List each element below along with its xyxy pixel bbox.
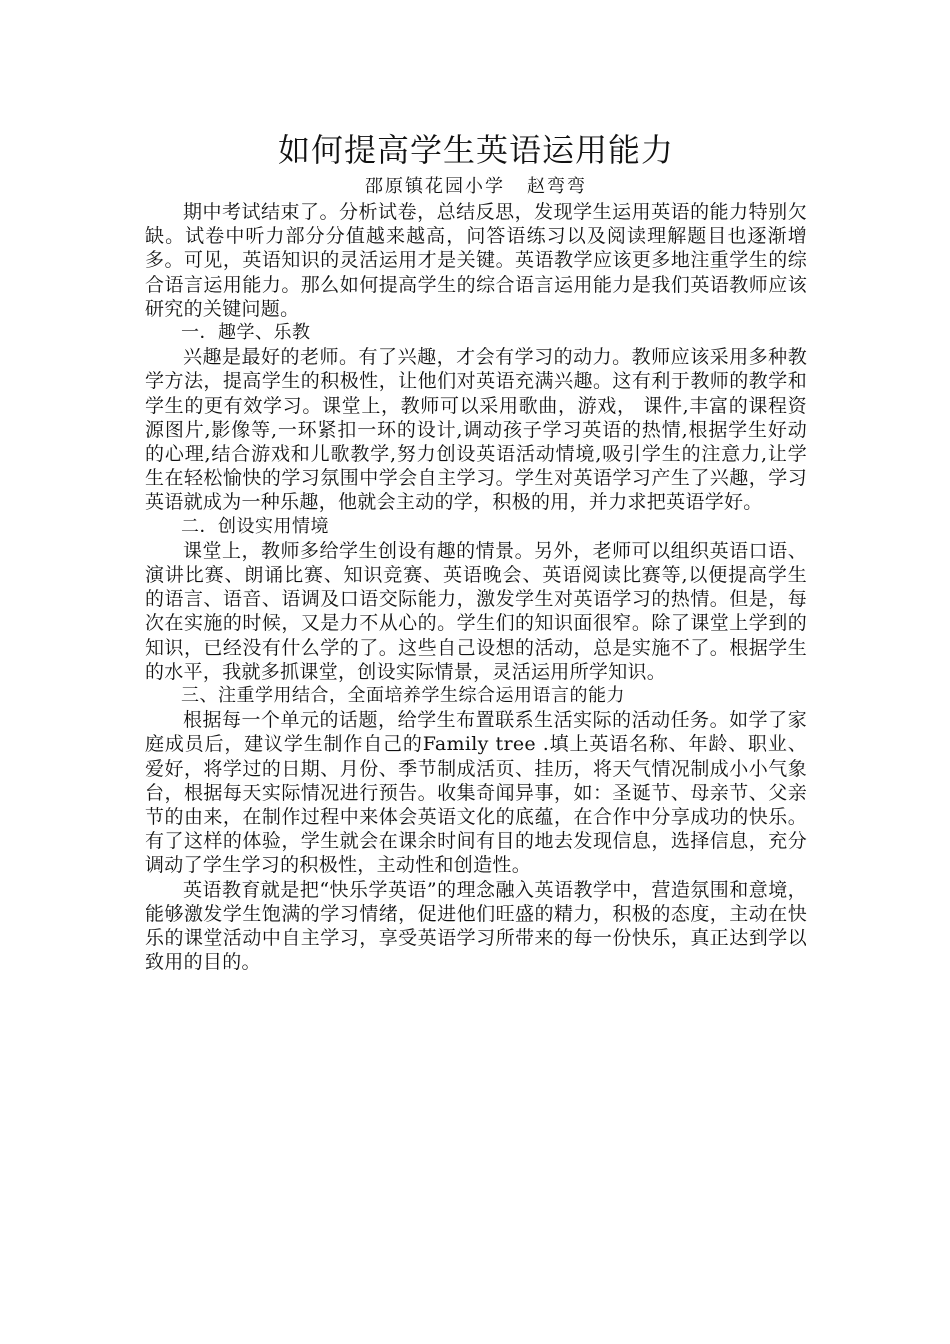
section-heading-3: 三、注重学用结合，全面培养学生综合运用语言的能力 <box>181 685 625 707</box>
section-heading-1: 一．趣学、乐教 <box>181 322 311 344</box>
section-heading-2: 二．创设实用情境 <box>181 515 329 537</box>
document-body <box>145 200 807 975</box>
author-line <box>145 174 807 200</box>
author-school: 邵原镇花园小学 <box>365 176 505 197</box>
section-paragraph-2: 课堂上，教师多给学生创设有趣的情景。另外，老师可以组织英语口语、演讲比赛、朗诵比赛、知识竞赛、英语晚会、英语阅读比赛等,以便提高学生的语言、语音、语调及口语交际能力，激发学生对英语学习的热情。但是，每次在实施的时候，又是力不从心的。学生们的知识面很窄。除了课堂上学到的知识，已经没有什么学的了。这些自己设想的活动，总是实施不了。根据学生的水平，我就多抓课堂，创设实际情景，灵活运用所学知识。 <box>145 539 807 683</box>
document-title: 如何提高学生英语运用能力 <box>277 131 674 169</box>
intro-paragraph: 期中考试结束了。分析试卷，总结反思，发现学生运用英语的能力特别欠缺。试卷中听力部分分值越来越高，问答语练习以及阅读理解题目也逐渐增多。可见，英语知识的灵活运用才是关键。英语教学应该更多地注重学生的综合语言运用能力。那么如何提高学生的综合语言运用能力是我们英语教师应该研究的关键问题。 <box>145 201 807 320</box>
section-paragraph-3: 根据每一个单元的话题，给学生布置联系生活实际的活动任务。如学了家庭成员后，建议学生制作自己的Family tree .填上英语名称、年龄、职业、爱好，将学过的日期、月份、季节制成活页、挂历，将天气情况制成小小气象台，根据每天实际情况进行预告。收集奇闻异事，如：圣诞节、母亲节、父亲节的由来，在制作过程中来体会英语文化的底蕴，在合作中分享成功的快乐。有了这样的体验，学生就会在课余时间有目的地去发现信息，选择信息，充分调动了学生学习的积极性，主动性和创造性。 <box>145 709 807 877</box>
document-page <box>145 128 807 975</box>
section-paragraph-1: 兴趣是最好的老师。有了兴趣，才会有学习的动力。教师应该采用多种教学方法，提高学生的积极性，让他们对英语充满兴趣。这有利于教师的教学和学生的更有效学习。课堂上，教师可以采用歌曲，游戏， 课件,丰富的课程资源图片,影像等,一环紧扣一环的设计,调动孩子学习英语的热情,根据学生好动的心理,结合游戏和儿歌教学,努力创设英语活动情境,吸引学生的注意力,让学生在轻松愉快的学习氛围中学会自主学习。学生对英语学习产生了兴趣，学习英语就成为一种乐趣，他就会主动的学，积极的用，并力求把英语学好。 <box>145 346 807 514</box>
conclusion-paragraph: 英语教育就是把“快乐学英语”的理念融入英语教学中，营造氛围和意境，能够激发学生饱满的学习情绪，促进他们旺盛的精力，积极的态度，主动在快乐的课堂活动中自主学习，享受英语学习所带来的每一份快乐，真正达到学以致用的目的。 <box>145 878 807 974</box>
author-name: 赵弯弯 <box>527 176 587 197</box>
